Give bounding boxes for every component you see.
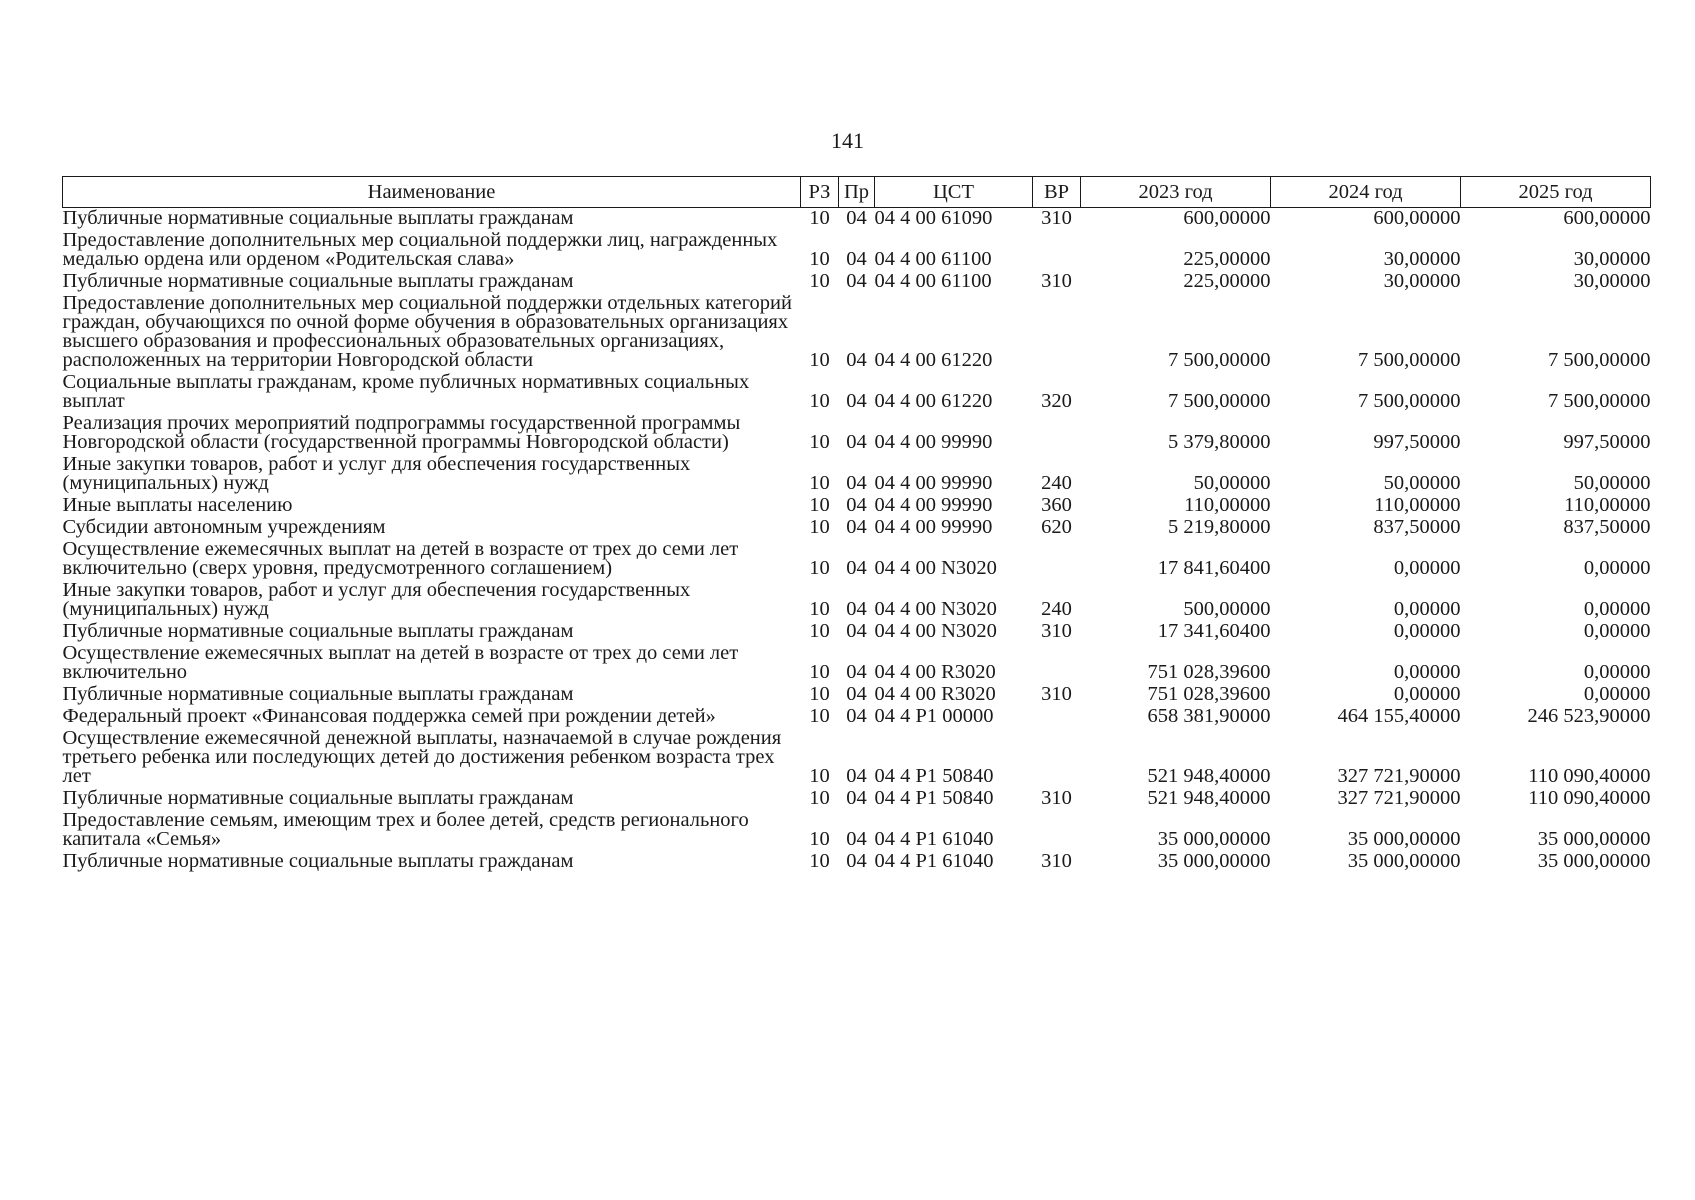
row-rz: 10 xyxy=(809,598,830,620)
row-name: Иные закупки товаров, работ и услуг для обеспечения государственных (муниципальных) нужд xyxy=(62,579,691,620)
row-cst: 04 4 00 R3020 xyxy=(874,683,996,705)
row-rz: 10 xyxy=(809,349,830,371)
header-row xyxy=(63,177,1651,208)
row-name: Иные выплаты населению xyxy=(62,494,293,516)
row-vr: 360 xyxy=(1041,494,1072,516)
row-amount-2023: 7 500,00000 xyxy=(1168,390,1271,412)
row-name: Публичные нормативные социальные выплаты гражданам xyxy=(62,207,574,229)
row-name: Субсидии автономным учреждениям xyxy=(62,516,386,538)
row-cst: 04 4 00 N3020 xyxy=(874,598,997,620)
row-amount-2025: 110 090,40000 xyxy=(1528,765,1651,787)
row-pr: 04 xyxy=(846,494,867,516)
row-amount-2025: 0,00000 xyxy=(1583,598,1651,620)
row-pr: 04 xyxy=(846,557,867,579)
row-rz: 10 xyxy=(809,207,830,229)
row-rz: 10 xyxy=(809,270,830,292)
row-vr xyxy=(1033,230,1081,271)
row-rz: 10 xyxy=(809,494,830,516)
row-vr: 320 xyxy=(1041,390,1072,412)
row-pr: 04 xyxy=(846,270,867,292)
header-vr: ВР xyxy=(1033,177,1081,208)
row-cst: 04 4 00 61100 xyxy=(874,270,992,292)
row-rz: 10 xyxy=(809,787,830,809)
row-name: Публичные нормативные социальные выплаты гражданам xyxy=(62,683,574,705)
row-amount-2024: 7 500,00000 xyxy=(1358,349,1461,371)
row-name: Публичные нормативные социальные выплаты гражданам xyxy=(62,270,574,292)
header-rz: РЗ xyxy=(801,177,839,208)
row-amount-2025: 50,00000 xyxy=(1573,472,1651,494)
row-vr xyxy=(1033,293,1081,372)
row-amount-2023: 225,00000 xyxy=(1183,248,1271,270)
row-cst: 04 4 P1 00000 xyxy=(874,705,994,727)
row-amount-2024: 464 155,40000 xyxy=(1337,705,1461,727)
row-amount-2025: 246 523,90000 xyxy=(1527,705,1651,727)
row-amount-2024: 0,00000 xyxy=(1393,661,1461,683)
row-amount-2025: 7 500,00000 xyxy=(1548,349,1651,371)
row-cst: 04 4 00 61220 xyxy=(874,390,993,412)
row-cst: 04 4 P1 50840 xyxy=(874,787,994,809)
row-amount-2025: 30,00000 xyxy=(1573,270,1651,292)
table-row xyxy=(63,788,1651,810)
row-amount-2024: 30,00000 xyxy=(1383,248,1461,270)
table-row xyxy=(63,372,1651,413)
row-amount-2024: 0,00000 xyxy=(1393,557,1461,579)
table-row xyxy=(63,413,1651,454)
row-amount-2025: 110 090,40000 xyxy=(1528,787,1651,809)
row-amount-2023: 600,00000 xyxy=(1183,207,1271,229)
row-amount-2024: 30,00000 xyxy=(1383,270,1461,292)
row-cst: 04 4 00 61220 xyxy=(874,349,993,371)
row-cst: 04 4 00 99990 xyxy=(874,472,993,494)
row-amount-2024: 0,00000 xyxy=(1393,683,1461,705)
row-amount-2025: 7 500,00000 xyxy=(1548,390,1651,412)
row-pr: 04 xyxy=(846,472,867,494)
table-row xyxy=(63,621,1651,643)
row-amount-2025: 600,00000 xyxy=(1563,207,1651,229)
row-amount-2024: 0,00000 xyxy=(1393,598,1461,620)
row-pr: 04 xyxy=(846,850,867,872)
header-2024: 2024 год xyxy=(1271,177,1461,208)
table-row xyxy=(63,230,1651,271)
row-pr: 04 xyxy=(846,516,867,538)
row-amount-2024: 35 000,00000 xyxy=(1347,828,1461,850)
table-row xyxy=(63,851,1651,873)
row-name: Иные закупки товаров, работ и услуг для обеспечения государственных (муниципальных) нужд xyxy=(62,453,691,494)
row-pr: 04 xyxy=(846,248,867,270)
header-2023: 2023 год xyxy=(1081,177,1271,208)
row-pr: 04 xyxy=(846,390,867,412)
row-vr xyxy=(1033,413,1081,454)
row-amount-2023: 751 028,39600 xyxy=(1147,661,1271,683)
row-name: Осуществление ежемесячной денежной выплаты, назначаемой в случае рождения третьего ребенка или последующих детей до достижения ребенком возраста трех лет xyxy=(62,727,782,787)
row-amount-2023: 17 841,60400 xyxy=(1157,557,1271,579)
row-amount-2024: 327 721,90000 xyxy=(1337,787,1461,809)
row-pr: 04 xyxy=(846,787,867,809)
row-name: Предоставление дополнительных мер социальной поддержки отдельных категорий граждан, обучающихся по очной форме обучения в образовательных организациях высшего образования и профессиональных образовательных организациях, расположенных на территории Новгородской области xyxy=(62,292,792,371)
header-pr: Пр xyxy=(839,177,875,208)
row-amount-2024: 50,00000 xyxy=(1383,472,1461,494)
row-cst: 04 4 00 N3020 xyxy=(874,557,997,579)
row-amount-2023: 110,00000 xyxy=(1184,494,1271,516)
row-amount-2025: 0,00000 xyxy=(1583,661,1651,683)
table-row xyxy=(63,580,1651,621)
table-row xyxy=(63,517,1651,539)
row-rz: 10 xyxy=(809,248,830,270)
row-pr: 04 xyxy=(846,207,867,229)
row-pr: 04 xyxy=(846,765,867,787)
row-rz: 10 xyxy=(809,472,830,494)
row-name: Предоставление дополнительных мер социальной поддержки лиц, награжденных медалью ордена или орденом «Родительская слава» xyxy=(62,229,778,270)
row-pr: 04 xyxy=(846,828,867,850)
header-cst: ЦСТ xyxy=(875,177,1033,208)
row-amount-2024: 0,00000 xyxy=(1393,620,1461,642)
row-amount-2023: 35 000,00000 xyxy=(1157,828,1271,850)
row-pr: 04 xyxy=(846,661,867,683)
row-amount-2025: 997,50000 xyxy=(1563,431,1651,453)
row-amount-2024: 110,00000 xyxy=(1374,494,1461,516)
row-cst: 04 4 00 61100 xyxy=(874,248,992,270)
row-rz: 10 xyxy=(809,828,830,850)
row-amount-2024: 7 500,00000 xyxy=(1358,390,1461,412)
row-vr xyxy=(1033,706,1081,728)
table-row xyxy=(63,208,1651,231)
row-amount-2025: 837,50000 xyxy=(1563,516,1651,538)
row-amount-2025: 110,00000 xyxy=(1564,494,1651,516)
row-amount-2025: 0,00000 xyxy=(1583,620,1651,642)
row-rz: 10 xyxy=(809,620,830,642)
table-row xyxy=(63,643,1651,684)
row-vr: 310 xyxy=(1041,787,1072,809)
row-cst: 04 4 00 61090 xyxy=(874,207,993,229)
row-rz: 10 xyxy=(809,705,830,727)
row-rz: 10 xyxy=(809,557,830,579)
header-2025: 2025 год xyxy=(1461,177,1651,208)
row-name: Публичные нормативные социальные выплаты гражданам xyxy=(62,787,574,809)
row-amount-2023: 500,00000 xyxy=(1183,598,1271,620)
page-number: 141 xyxy=(831,128,864,153)
row-amount-2025: 35 000,00000 xyxy=(1537,850,1651,872)
table-row xyxy=(63,539,1651,580)
table-body xyxy=(63,208,1651,874)
row-amount-2023: 5 219,80000 xyxy=(1168,516,1271,538)
row-rz: 10 xyxy=(809,516,830,538)
row-amount-2024: 327 721,90000 xyxy=(1337,765,1461,787)
row-amount-2025: 0,00000 xyxy=(1583,557,1651,579)
row-vr xyxy=(1033,539,1081,580)
row-amount-2023: 7 500,00000 xyxy=(1168,349,1271,371)
table-row xyxy=(63,706,1651,728)
row-amount-2024: 35 000,00000 xyxy=(1347,850,1461,872)
row-amount-2023: 751 028,39600 xyxy=(1147,683,1271,705)
row-vr: 310 xyxy=(1041,620,1072,642)
row-vr xyxy=(1033,643,1081,684)
row-amount-2023: 35 000,00000 xyxy=(1157,850,1271,872)
table-row xyxy=(63,495,1651,517)
row-pr: 04 xyxy=(846,620,867,642)
row-amount-2025: 0,00000 xyxy=(1583,683,1651,705)
row-cst: 04 4 P1 61040 xyxy=(874,828,994,850)
row-pr: 04 xyxy=(846,683,867,705)
row-cst: 04 4 P1 61040 xyxy=(874,850,994,872)
row-cst: 04 4 00 N3020 xyxy=(874,620,997,642)
row-amount-2025: 30,00000 xyxy=(1573,248,1651,270)
row-cst: 04 4 P1 50840 xyxy=(874,765,994,787)
row-name: Федеральный проект «Финансовая поддержка семей при рождении детей» xyxy=(62,705,716,727)
row-amount-2023: 658 381,90000 xyxy=(1147,705,1271,727)
row-amount-2025: 35 000,00000 xyxy=(1537,828,1651,850)
row-rz: 10 xyxy=(809,683,830,705)
row-pr: 04 xyxy=(846,705,867,727)
table-row xyxy=(63,454,1651,495)
row-vr: 310 xyxy=(1041,270,1072,292)
table-row xyxy=(63,810,1651,851)
row-vr: 310 xyxy=(1041,207,1072,229)
row-pr: 04 xyxy=(846,349,867,371)
row-amount-2023: 50,00000 xyxy=(1193,472,1271,494)
row-amount-2023: 521 948,40000 xyxy=(1147,765,1271,787)
row-rz: 10 xyxy=(809,765,830,787)
row-amount-2023: 17 341,60400 xyxy=(1157,620,1271,642)
row-cst: 04 4 00 R3020 xyxy=(874,661,996,683)
row-rz: 10 xyxy=(809,850,830,872)
row-vr: 310 xyxy=(1041,850,1072,872)
table-row xyxy=(63,293,1651,372)
row-vr xyxy=(1033,728,1081,788)
row-vr: 240 xyxy=(1041,472,1072,494)
row-rz: 10 xyxy=(809,431,830,453)
row-pr: 04 xyxy=(846,431,867,453)
row-vr: 310 xyxy=(1041,683,1072,705)
row-amount-2023: 5 379,80000 xyxy=(1168,431,1271,453)
row-pr: 04 xyxy=(846,598,867,620)
row-vr xyxy=(1033,810,1081,851)
row-cst: 04 4 00 99990 xyxy=(874,494,993,516)
row-rz: 10 xyxy=(809,661,830,683)
row-name: Реализация прочих мероприятий подпрограммы государственной программы Новгородской области (государственной программы Новгородской области) xyxy=(62,412,741,453)
row-cst: 04 4 00 99990 xyxy=(874,516,993,538)
row-amount-2023: 225,00000 xyxy=(1183,270,1271,292)
budget-table xyxy=(62,176,1651,873)
row-name: Социальные выплаты гражданам, кроме публичных нормативных социальных выплат xyxy=(62,371,750,412)
row-vr: 240 xyxy=(1041,598,1072,620)
row-amount-2024: 997,50000 xyxy=(1373,431,1461,453)
row-name: Публичные нормативные социальные выплаты гражданам xyxy=(62,620,574,642)
row-vr: 620 xyxy=(1041,516,1072,538)
row-amount-2023: 521 948,40000 xyxy=(1147,787,1271,809)
header-name: Наименование xyxy=(63,177,801,208)
table-row xyxy=(63,271,1651,293)
row-rz: 10 xyxy=(809,390,830,412)
table-row xyxy=(63,684,1651,706)
row-amount-2024: 600,00000 xyxy=(1373,207,1461,229)
row-cst: 04 4 00 99990 xyxy=(874,431,993,453)
row-name: Предоставление семьям, имеющим трех и более детей, средств регионального капитала «Семья» xyxy=(62,809,749,850)
row-name: Осуществление ежемесячных выплат на детей в возрасте от трех до семи лет включительно (сверх уровня, предусмотренного соглашением) xyxy=(62,538,739,579)
row-name: Осуществление ежемесячных выплат на детей в возрасте от трех до семи лет включительно xyxy=(62,642,739,683)
row-amount-2024: 837,50000 xyxy=(1373,516,1461,538)
row-name: Публичные нормативные социальные выплаты гражданам xyxy=(62,850,574,872)
table-row xyxy=(63,728,1651,788)
